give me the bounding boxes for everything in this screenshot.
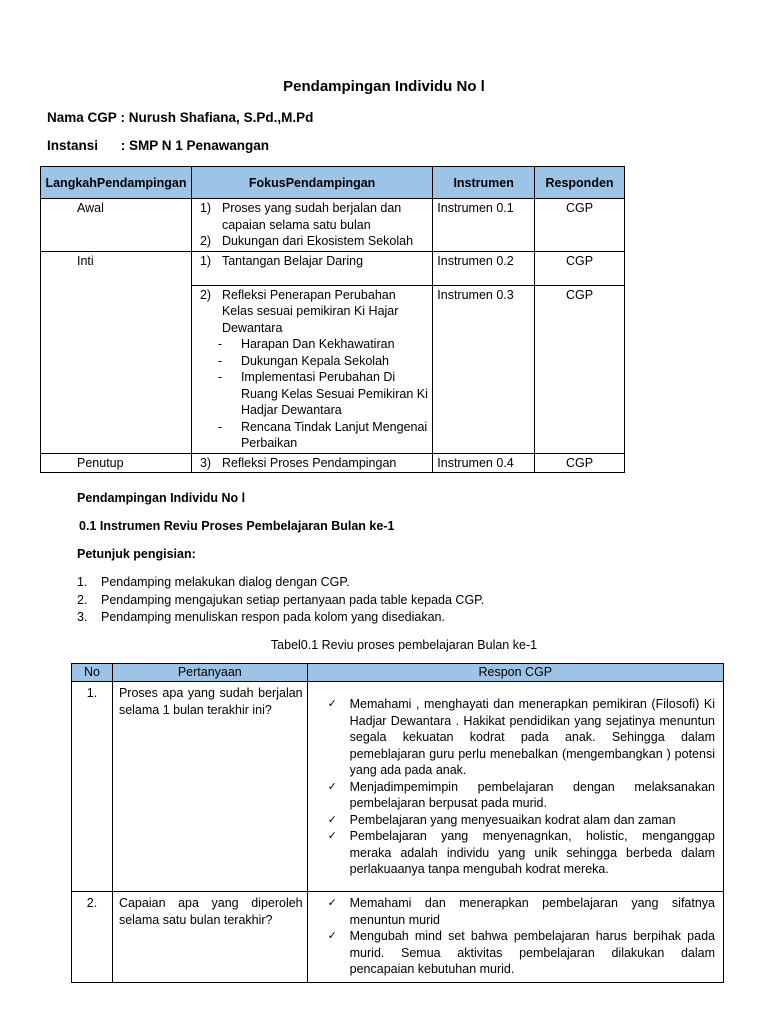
instrument-cell: Instrumen 0.2 [433, 251, 535, 285]
step-cell: Inti [41, 251, 192, 453]
focus-cell [191, 199, 432, 252]
header-step: LangkahPendampingan [41, 167, 192, 199]
step-cell: Awal [41, 199, 192, 252]
institution-line [47, 138, 269, 153]
table-header-row [41, 167, 625, 199]
respondent-cell: CGP [535, 199, 625, 252]
sub-item-list [218, 336, 428, 452]
respondent-cell: CGP [535, 251, 625, 285]
header-focus: FokusPendampingan [191, 167, 432, 199]
cgp-name-line [47, 110, 313, 125]
header-respondent: Responden [535, 167, 625, 199]
focus-item: 1) Proses yang sudah berjalan dan capaian selama satu bulan [199, 201, 402, 232]
list-item: 1. Pendamping melakukan dialog dengan CGP. [77, 575, 350, 589]
header-instrument: Instrumen [433, 167, 535, 199]
institution-label: Instansi [47, 138, 99, 153]
check-icon: ✓ [327, 829, 337, 842]
check-icon: ✓ [327, 929, 337, 942]
list-item: ✓ Pembelajaran yang menyesuaikan kodrat alam dan zaman [327, 812, 676, 827]
list-item: - Implementasi Perubahan Di Ruang Kelas Sesuai Pemikiran Ki Hadjar Dewantara [218, 369, 428, 419]
list-item: - Harapan Dan Kekhawatiran [218, 336, 428, 353]
step-cell: Penutup [41, 453, 192, 473]
list-item: - Rencana Tindak Lanjut Mengenai Perbaikan [218, 419, 428, 452]
focus-item: 2) Refleksi Penerapan Perubahan Kelas sesuai pemikiran Ki Hajar Dewantara [199, 287, 399, 335]
instructions-label: Petunjuk pengisian: [77, 547, 196, 561]
instrument-cell: Instrumen 0.3 [433, 285, 535, 453]
check-icon: ✓ [327, 896, 337, 909]
respondent-cell: CGP [535, 285, 625, 453]
cgp-name-value: : Nurush Shafiana, S.Pd.,M.Pd [120, 110, 314, 125]
review-table [71, 663, 724, 983]
focus-cell [191, 251, 432, 285]
header-response: Respon CGP [307, 664, 723, 682]
table-header-row [72, 664, 724, 682]
response-cell [307, 682, 723, 892]
table-caption: Tabel0.1 Reviu proses pembelajaran Bulan ke-1 [270, 638, 538, 652]
institution-value: : SMP N 1 Penawangan [120, 138, 270, 153]
cgp-name-label: Nama CGP [47, 110, 117, 125]
list-item: ✓ Pembelajaran yang menyenagnkan, holistic, menganggap meraka adalah individu yang unik sehingga berbeda dalam perlakuaanya tanpa mengubah kodrat mereka. [327, 829, 715, 876]
response-cell [307, 892, 723, 983]
instrument-cell: Instrumen 0.4 [433, 453, 535, 473]
focus-cell [191, 453, 432, 473]
question-cell: Proses apa yang sudah berjalan selama 1 bulan terakhir ini? [112, 682, 307, 892]
respondent-cell: CGP [535, 453, 625, 473]
table-row [72, 682, 724, 892]
table-row [41, 251, 625, 285]
check-icon: ✓ [327, 779, 337, 793]
list-item: ✓ Memahami dan menerapkan pembelajaran yang sifatnya menuntun murid [327, 896, 715, 927]
list-item: - Dukungan Kepala Sekolah [218, 353, 428, 370]
list-item: ✓ Mengubah mind set bahwa pembelajaran harus berpihak pada murid. Semua aktivitas pembelajaran dilakukan dalam pencapaian kebutuhan murid. [327, 929, 715, 976]
list-item: 3. Pendamping menuliskan respon pada kolom yang disediakan. [77, 610, 445, 624]
table-row [72, 892, 724, 983]
table-row [41, 199, 625, 252]
row-number: 2. [72, 892, 113, 983]
mentoring-steps-table [40, 166, 625, 473]
focus-item: 3) Refleksi Proses Pendampingan [199, 455, 397, 470]
section-subheading: 0.1 Instrumen Reviu Proses Pembelajaran Bulan ke-1 [79, 519, 395, 533]
list-item: ✓ Memahami , menghayati dan menerapkan pemikiran (Filosofi) Ki Hadjar Dewantara . Hakikat pendidikan yang sejatinya menuntun segala kekuatan kodrat pada anak. Sehingga dalam pemeblajaran guru perlu menebalkan (mengembangkan ) potensi yang ada pada anak. [327, 697, 715, 777]
page-title: Pendampingan Individu No l [283, 78, 485, 95]
instruction-steps [77, 574, 484, 627]
instrument-cell: Instrumen 0.1 [433, 199, 535, 252]
focus-cell [191, 285, 432, 453]
section-heading: Pendampingan Individu No l [77, 491, 246, 505]
header-no: No [72, 664, 113, 682]
table-row [41, 453, 625, 473]
header-question: Pertanyaan [112, 664, 307, 682]
focus-item: 1) Tantangan Belajar Daring [199, 253, 364, 268]
question-cell: Capaian apa yang diperoleh selama satu bulan terakhir? [112, 892, 307, 983]
row-number: 1. [72, 682, 113, 892]
check-icon: ✓ [327, 697, 337, 710]
list-item: 2. Pendamping mengajukan setiap pertanyaan pada table kepada CGP. [77, 592, 485, 607]
list-item: ✓ Menjadimpemimpin pembelajaran dengan melaksanakan pembelajaran berpusat pada murid. [327, 779, 715, 810]
check-icon: ✓ [327, 812, 337, 826]
focus-item: 2) Dukungan dari Ekosistem Sekolah [199, 234, 414, 248]
